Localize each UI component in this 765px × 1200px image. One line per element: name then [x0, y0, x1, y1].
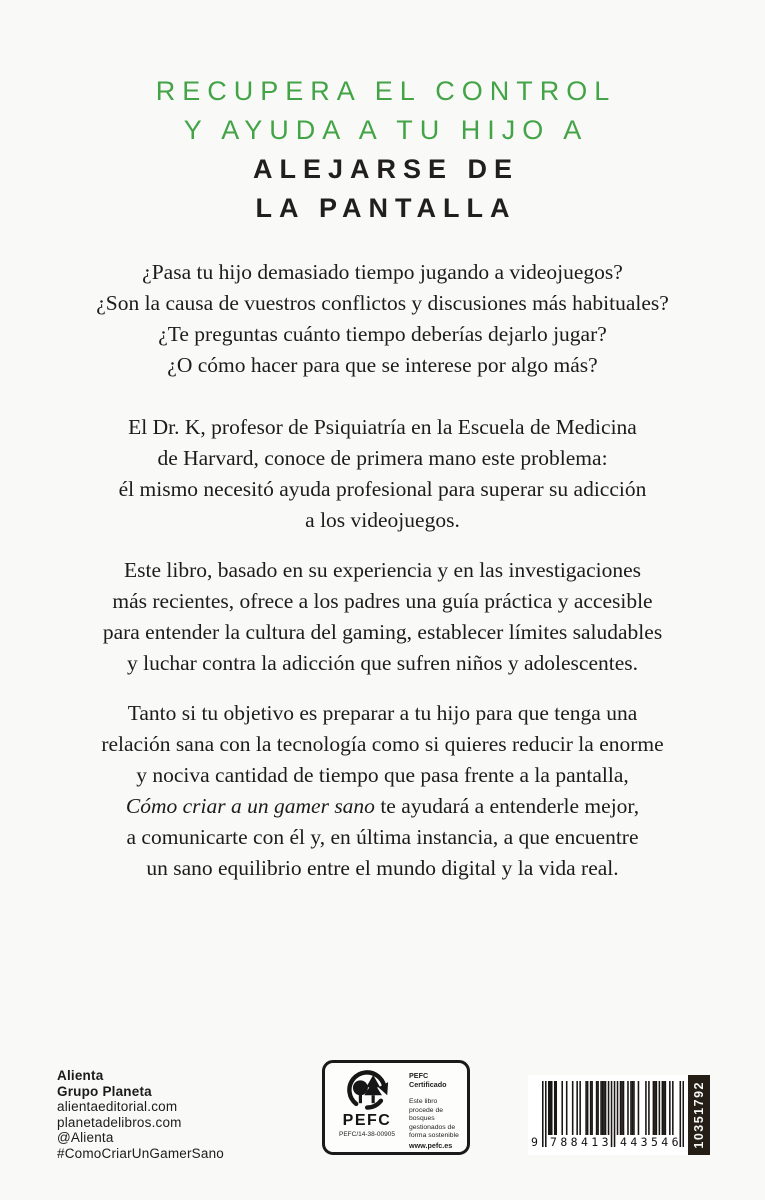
pefc-license-number: PEFC/14-38-00905 — [338, 1131, 395, 1138]
copy-line: y nociva cantidad de tiempo que pasa frente a la pantalla, — [136, 763, 629, 787]
ean-left-group: 788413 — [550, 1135, 612, 1149]
copy-line: a los videojuegos. — [305, 508, 460, 532]
back-cover-copy — [0, 257, 765, 884]
ean-first-digit: 9 — [531, 1135, 538, 1149]
publisher-credits — [57, 1068, 224, 1161]
publisher-social-handle: @Alienta — [57, 1130, 114, 1145]
copy-line: un sano equilibrio entre el mundo digital y la vida real. — [146, 856, 619, 880]
paragraph-author — [0, 412, 765, 536]
reference-number-band — [688, 1075, 710, 1155]
ean13-digits — [528, 1136, 688, 1149]
copy-line: a comunicarte con él y, en última instancia, a que encuentre — [126, 825, 639, 849]
copy-line: te ayudará a entenderle mejor, — [374, 794, 640, 818]
copy-line: ¿Te preguntas cuánto tiempo deberías dejarlo jugar? — [158, 322, 607, 346]
paragraph-questions — [0, 257, 765, 381]
headline-line-green-2: Y AYUDA A TU HIJO A — [183, 115, 589, 145]
headline-line-dark-1: ALEJARSE DE — [252, 154, 520, 184]
copy-line: él mismo necesitó ayuda profesional para superar su adicción — [118, 477, 647, 501]
pefc-acronym: PEFC — [342, 1112, 392, 1129]
pefc-certification-label — [322, 1060, 470, 1155]
headline-line-green-1: RECUPERA EL CONTROL — [155, 76, 617, 106]
pefc-logo-column — [325, 1063, 409, 1152]
copy-line: y luchar contra la adicción que sufren niños y adolescentes. — [126, 651, 639, 675]
copy-line: relación sana con la tecnología como si quieres reducir la enorme — [101, 732, 664, 756]
paragraph-closing — [0, 698, 765, 884]
copy-line: más recientes, ofrece a los padres una guía práctica y accesible — [112, 589, 653, 613]
pefc-trees-icon — [342, 1068, 392, 1112]
copy-line: ¿Son la causa de vuestros conflictos y discusiones más habituales? — [96, 291, 669, 315]
publisher-group: Grupo Planeta — [57, 1083, 152, 1099]
pefc-claim-text: Este libro procede de bosques gestionados de forma sostenible — [409, 1098, 459, 1140]
headline-line-dark-2: LA PANTALLA — [255, 193, 517, 223]
copy-line: ¿Pasa tu hijo demasiado tiempo jugando a videojuegos? — [142, 260, 623, 284]
copy-line: ¿O cómo hacer para que se interese por algo más? — [167, 353, 598, 377]
publisher-name: Alienta — [57, 1068, 104, 1083]
copy-line-with-title — [126, 794, 639, 818]
ean-right-group: 443546 — [620, 1135, 682, 1149]
copy-line: Este libro, basado en su experiencia y en las investigaciones — [123, 558, 642, 582]
book-title-italic: Cómo criar a un gamer sano — [125, 794, 375, 818]
pefc-text-column — [409, 1063, 467, 1152]
copy-line: El Dr. K, profesor de Psiquiatría en la Escuela de Medicina — [128, 415, 637, 439]
isbn-barcode — [528, 1075, 710, 1155]
pefc-certified-label: PEFC Certificado — [409, 1071, 447, 1089]
reference-number: 10351792 — [692, 1081, 706, 1149]
book-hashtag: #ComoCriarUnGamerSano — [57, 1145, 225, 1161]
publisher-website-2: planetadelibros.com — [57, 1114, 182, 1130]
paragraph-book — [0, 555, 765, 679]
copy-line: de Harvard, conoce de primera mano este problema: — [157, 446, 608, 470]
publisher-website-1: alientaeditorial.com — [57, 1099, 178, 1114]
headline — [0, 0, 765, 228]
copy-line: Tanto si tu objetivo es preparar a tu hijo para que tenga una — [127, 701, 638, 725]
copy-line: para entender la cultura del gaming, establecer límites saludables — [102, 620, 663, 644]
pefc-website: www.pefc.es — [409, 1140, 453, 1150]
